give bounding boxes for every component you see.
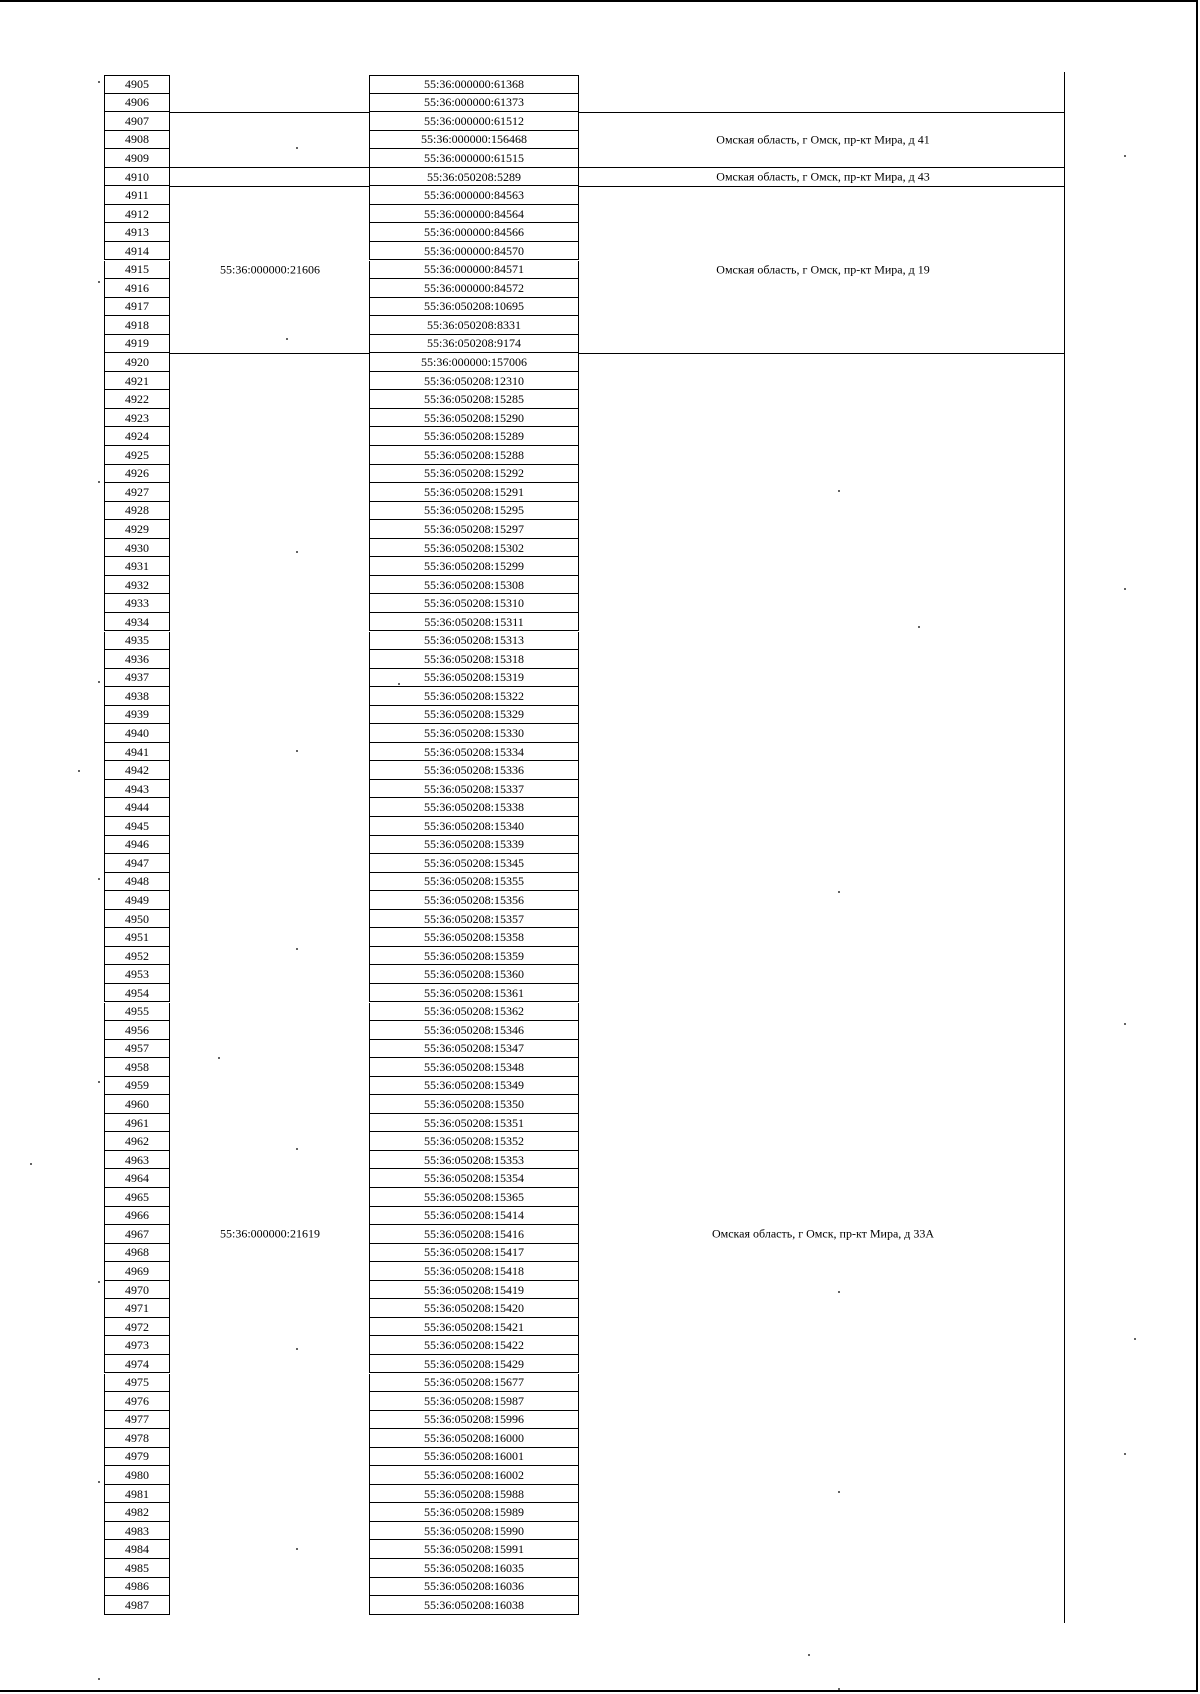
cadastral-number-cell: 55:36:000000:84572 [369, 279, 579, 298]
scan-speck [1124, 1023, 1126, 1025]
scan-speck [296, 551, 298, 553]
row-number-cell: 4924 [104, 427, 170, 446]
row-number-cell: 4972 [104, 1318, 170, 1337]
scan-speck [78, 770, 80, 772]
row-number-cell: 4911 [104, 186, 170, 205]
row-number-cell: 4941 [104, 743, 170, 762]
row-number-cell: 4969 [104, 1262, 170, 1281]
scan-speck [296, 1548, 298, 1550]
cadastral-number-cell: 55:36:050208:15322 [369, 687, 579, 706]
row-number-cell: 4909 [104, 149, 170, 168]
row-number-cell: 4937 [104, 669, 170, 688]
cadastral-number-cell: 55:36:050208:15429 [369, 1355, 579, 1374]
row-number-cell: 4968 [104, 1244, 170, 1263]
cadastral-number-cell: 55:36:050208:15357 [369, 910, 579, 929]
cadastral-number-cell: 55:36:050208:15421 [369, 1318, 579, 1337]
row-number-cell: 4919 [104, 335, 170, 354]
cadastral-number-cell: 55:36:050208:16036 [369, 1578, 579, 1597]
row-number-cell: 4966 [104, 1207, 170, 1226]
cadastral-number-cell: 55:36:050208:15310 [369, 594, 579, 613]
row-number-cell: 4957 [104, 1040, 170, 1059]
address-text: Омская область, г Омск, пр-кт Мира, д 41 [716, 132, 930, 147]
row-number-cell: 4961 [104, 1114, 170, 1133]
cadastral-number-cell: 55:36:050208:15353 [369, 1151, 579, 1170]
row-number-cell: 4971 [104, 1299, 170, 1318]
scan-speck [98, 1281, 100, 1283]
cadastral-number-cell: 55:36:050208:15351 [369, 1114, 579, 1133]
row-number-cell: 4939 [104, 706, 170, 725]
cadastral-number-cell: 55:36:050208:15416 [369, 1225, 579, 1244]
cadastral-number-cell: 55:36:050208:15338 [369, 798, 579, 817]
cadastral-number-cell: 55:36:050208:9174 [369, 335, 579, 354]
scan-speck [296, 147, 298, 149]
row-number-cell: 4915 [104, 261, 170, 280]
group-separator-parent [170, 353, 369, 354]
row-number-cell: 4930 [104, 539, 170, 558]
cadastral-number-cell: 55:36:050208:15359 [369, 947, 579, 966]
row-number-cell: 4943 [104, 780, 170, 799]
scan-speck [296, 1348, 298, 1350]
cadastral-number-cell: 55:36:050208:15319 [369, 669, 579, 688]
cadastral-number-cell: 55:36:050208:15365 [369, 1188, 579, 1207]
cadastral-number-cell: 55:36:050208:15422 [369, 1336, 579, 1355]
row-number-cell: 4954 [104, 984, 170, 1003]
scan-speck [286, 338, 288, 340]
row-number-cell: 4958 [104, 1058, 170, 1077]
scan-speck [838, 1291, 840, 1293]
parent-parcel-number: 55:36:000000:21619 [219, 1226, 321, 1241]
address-text: Омская область, г Омск, пр-кт Мира, д 33А [711, 1226, 935, 1241]
group-separator-address [579, 186, 1065, 187]
scan-speck [218, 1057, 220, 1059]
cadastral-number-cell: 55:36:050208:15297 [369, 520, 579, 539]
row-number-cell: 4978 [104, 1429, 170, 1448]
cadastral-number-cell: 55:36:050208:15355 [369, 873, 579, 892]
cadastral-number-cell: 55:36:050208:15295 [369, 502, 579, 521]
cadastral-number-cell: 55:36:050208:15330 [369, 724, 579, 743]
scan-speck [98, 481, 100, 483]
scan-speck [918, 626, 920, 628]
row-number-cell: 4927 [104, 483, 170, 502]
cadastral-number-cell: 55:36:050208:15996 [369, 1411, 579, 1430]
row-number-cell: 4951 [104, 928, 170, 947]
row-number-cell: 4983 [104, 1522, 170, 1541]
scan-speck [838, 1491, 840, 1493]
cadastral-number-cell: 55:36:050208:15318 [369, 650, 579, 669]
cadastral-number-cell: 55:36:050208:15340 [369, 817, 579, 836]
address-text: Омская область, г Омск, пр-кт Мира, д 43 [716, 169, 930, 184]
scan-speck [1124, 1453, 1126, 1455]
scan-speck [30, 1163, 32, 1165]
cadastral-number-cell: 55:36:050208:15987 [369, 1392, 579, 1411]
scan-speck [296, 1148, 298, 1150]
cadastral-number-cell: 55:36:050208:15354 [369, 1169, 579, 1188]
row-number-cell: 4981 [104, 1485, 170, 1504]
row-number-cell: 4917 [104, 298, 170, 317]
address-column-border [1064, 72, 1065, 1623]
cadastral-number-cell: 55:36:050208:15336 [369, 761, 579, 780]
row-number-cell: 4914 [104, 242, 170, 261]
cadastral-number-cell: 55:36:050208:15337 [369, 780, 579, 799]
cadastral-number-cell: 55:36:050208:15417 [369, 1244, 579, 1263]
cadastral-number-cell: 55:36:000000:84564 [369, 205, 579, 224]
cadastral-number-cell: 55:36:050208:15420 [369, 1299, 579, 1318]
cadastral-number-cell: 55:36:050208:16002 [369, 1466, 579, 1485]
row-number-cell: 4964 [104, 1169, 170, 1188]
cadastral-number-cell: 55:36:050208:15291 [369, 483, 579, 502]
row-number-cell: 4920 [104, 353, 170, 372]
row-number-cell: 4952 [104, 947, 170, 966]
scan-speck [1124, 588, 1126, 590]
row-number-cell: 4985 [104, 1559, 170, 1578]
row-number-cell: 4922 [104, 390, 170, 409]
cadastral-number-cell: 55:36:050208:10695 [369, 298, 579, 317]
cadastral-number-cell: 55:36:050208:16001 [369, 1448, 579, 1467]
row-number-cell: 4925 [104, 446, 170, 465]
cadastral-number-cell: 55:36:000000:84566 [369, 223, 579, 242]
scan-speck [98, 81, 100, 83]
row-number-cell: 4987 [104, 1596, 170, 1615]
cadastral-number-cell: 55:36:050208:15677 [369, 1374, 579, 1393]
cadastral-number-cell: 55:36:050208:15356 [369, 891, 579, 910]
cadastral-number-cell: 55:36:050208:15990 [369, 1522, 579, 1541]
cadastral-number-cell: 55:36:050208:15419 [369, 1281, 579, 1300]
scan-speck [838, 891, 840, 893]
cadastral-number-cell: 55:36:050208:15308 [369, 576, 579, 595]
row-number-cell: 4962 [104, 1132, 170, 1151]
row-number-cell: 4982 [104, 1503, 170, 1522]
scan-speck [98, 1678, 100, 1680]
cadastral-number-cell: 55:36:050208:15299 [369, 557, 579, 576]
row-number-cell: 4926 [104, 465, 170, 484]
cadastral-number-cell: 55:36:050208:15349 [369, 1077, 579, 1096]
row-number-cell: 4980 [104, 1466, 170, 1485]
row-number-cell: 4946 [104, 836, 170, 855]
cadastral-number-cell: 55:36:050208:16035 [369, 1559, 579, 1578]
cadastral-number-cell: 55:36:050208:15285 [369, 390, 579, 409]
group-separator-parent [170, 186, 369, 187]
row-number-cell: 4928 [104, 502, 170, 521]
row-number-cell: 4984 [104, 1540, 170, 1559]
row-number-cell: 4963 [104, 1151, 170, 1170]
scan-speck [296, 750, 298, 752]
cadastral-number-cell: 55:36:000000:156468 [369, 131, 579, 150]
cadastral-number-cell: 55:36:050208:5289 [369, 168, 579, 187]
row-number-cell: 4960 [104, 1095, 170, 1114]
row-number-cell: 4986 [104, 1578, 170, 1597]
row-number-cell: 4935 [104, 632, 170, 651]
row-number-cell: 4967 [104, 1225, 170, 1244]
row-number-cell: 4940 [104, 724, 170, 743]
cadastral-number-cell: 55:36:050208:15302 [369, 539, 579, 558]
parent-parcel-number: 55:36:000000:21606 [219, 262, 321, 277]
cadastral-number-cell: 55:36:050208:15347 [369, 1040, 579, 1059]
row-number-cell: 4916 [104, 279, 170, 298]
row-number-cell: 4948 [104, 873, 170, 892]
row-number-cell: 4934 [104, 613, 170, 632]
row-number-cell: 4931 [104, 557, 170, 576]
row-number-cell: 4976 [104, 1392, 170, 1411]
row-number-cell: 4908 [104, 131, 170, 150]
row-number-cell: 4906 [104, 94, 170, 113]
row-number-cell: 4945 [104, 817, 170, 836]
row-number-cell: 4933 [104, 594, 170, 613]
cadastral-number-cell: 55:36:050208:15350 [369, 1095, 579, 1114]
row-number-cell: 4953 [104, 965, 170, 984]
cadastral-number-cell: 55:36:050208:16000 [369, 1429, 579, 1448]
scan-speck [296, 948, 298, 950]
scan-speck [98, 1081, 100, 1083]
row-number-cell: 4975 [104, 1374, 170, 1393]
scan-speck [808, 1654, 810, 1656]
row-number-cell: 4965 [104, 1188, 170, 1207]
scan-speck [838, 1688, 840, 1690]
row-number-cell: 4918 [104, 316, 170, 335]
scan-speck [98, 878, 100, 880]
cadastral-number-cell: 55:36:050208:15989 [369, 1503, 579, 1522]
row-number-cell: 4936 [104, 650, 170, 669]
group-separator-parent [170, 112, 369, 113]
cadastral-number-cell: 55:36:050208:15290 [369, 409, 579, 428]
row-number-cell: 4905 [104, 75, 170, 94]
cadastral-number-cell: 55:36:050208:15988 [369, 1485, 579, 1504]
cadastral-number-cell: 55:36:050208:12310 [369, 372, 579, 391]
row-number-cell: 4932 [104, 576, 170, 595]
cadastral-number-cell: 55:36:050208:15418 [369, 1262, 579, 1281]
cadastral-number-cell: 55:36:050208:15292 [369, 465, 579, 484]
row-number-cell: 4955 [104, 1003, 170, 1022]
cadastral-number-cell: 55:36:050208:15311 [369, 613, 579, 632]
cadastral-number-cell: 55:36:050208:15345 [369, 854, 579, 873]
row-number-cell: 4942 [104, 761, 170, 780]
cadastral-number-cell: 55:36:000000:61368 [369, 75, 579, 94]
cadastral-number-cell: 55:36:050208:15334 [369, 743, 579, 762]
cadastral-number-cell: 55:36:000000:61512 [369, 112, 579, 131]
cadastral-number-cell: 55:36:000000:157006 [369, 353, 579, 372]
scan-speck [398, 683, 400, 685]
row-number-cell: 4913 [104, 223, 170, 242]
cadastral-number-cell: 55:36:050208:16038 [369, 1596, 579, 1615]
row-number-cell: 4950 [104, 910, 170, 929]
row-number-cell: 4912 [104, 205, 170, 224]
address-text: Омская область, г Омск, пр-кт Мира, д 19 [716, 262, 930, 277]
group-separator-address [579, 167, 1065, 168]
cadastral-number-cell: 55:36:050208:15362 [369, 1003, 579, 1022]
scan-speck [1134, 1338, 1136, 1340]
cadastral-number-cell: 55:36:000000:61515 [369, 149, 579, 168]
row-number-cell: 4956 [104, 1021, 170, 1040]
cadastral-number-cell: 55:36:050208:15414 [369, 1207, 579, 1226]
row-number-cell: 4970 [104, 1281, 170, 1300]
row-number-cell: 4959 [104, 1077, 170, 1096]
group-separator-parent [170, 167, 369, 168]
row-number-cell: 4910 [104, 168, 170, 187]
row-number-cell: 4947 [104, 854, 170, 873]
cadastral-number-cell: 55:36:050208:15358 [369, 928, 579, 947]
scan-speck [98, 681, 100, 683]
group-separator-address [579, 112, 1065, 113]
scan-speck [98, 1481, 100, 1483]
scan-speck [98, 281, 100, 283]
row-number-cell: 4921 [104, 372, 170, 391]
cadastral-number-cell: 55:36:050208:15348 [369, 1058, 579, 1077]
cadastral-number-cell: 55:36:000000:61373 [369, 94, 579, 113]
row-number-cell: 4929 [104, 520, 170, 539]
row-number-cell: 4949 [104, 891, 170, 910]
cadastral-number-cell: 55:36:050208:15329 [369, 706, 579, 725]
cadastral-number-cell: 55:36:050208:15360 [369, 965, 579, 984]
group-separator-address [579, 353, 1065, 354]
row-number-cell: 4923 [104, 409, 170, 428]
cadastral-number-cell: 55:36:050208:15346 [369, 1021, 579, 1040]
cadastral-number-cell: 55:36:050208:15991 [369, 1540, 579, 1559]
cadastral-number-cell: 55:36:050208:15313 [369, 632, 579, 651]
cadastral-number-cell: 55:36:050208:15288 [369, 446, 579, 465]
scan-speck [1124, 155, 1126, 157]
row-number-cell: 4944 [104, 798, 170, 817]
row-number-cell: 4979 [104, 1448, 170, 1467]
cadastral-number-cell: 55:36:000000:84570 [369, 242, 579, 261]
cadastral-number-cell: 55:36:000000:84563 [369, 186, 579, 205]
scan-speck [838, 490, 840, 492]
row-number-cell: 4973 [104, 1336, 170, 1355]
cadastral-number-cell: 55:36:050208:15352 [369, 1132, 579, 1151]
cadastral-number-cell: 55:36:050208:15339 [369, 836, 579, 855]
cadastral-number-cell: 55:36:050208:15361 [369, 984, 579, 1003]
row-number-cell: 4907 [104, 112, 170, 131]
row-number-cell: 4974 [104, 1355, 170, 1374]
cadastral-number-cell: 55:36:050208:8331 [369, 316, 579, 335]
row-number-cell: 4938 [104, 687, 170, 706]
row-number-cell: 4977 [104, 1411, 170, 1430]
cadastral-number-cell: 55:36:000000:84571 [369, 261, 579, 280]
cadastral-number-cell: 55:36:050208:15289 [369, 427, 579, 446]
